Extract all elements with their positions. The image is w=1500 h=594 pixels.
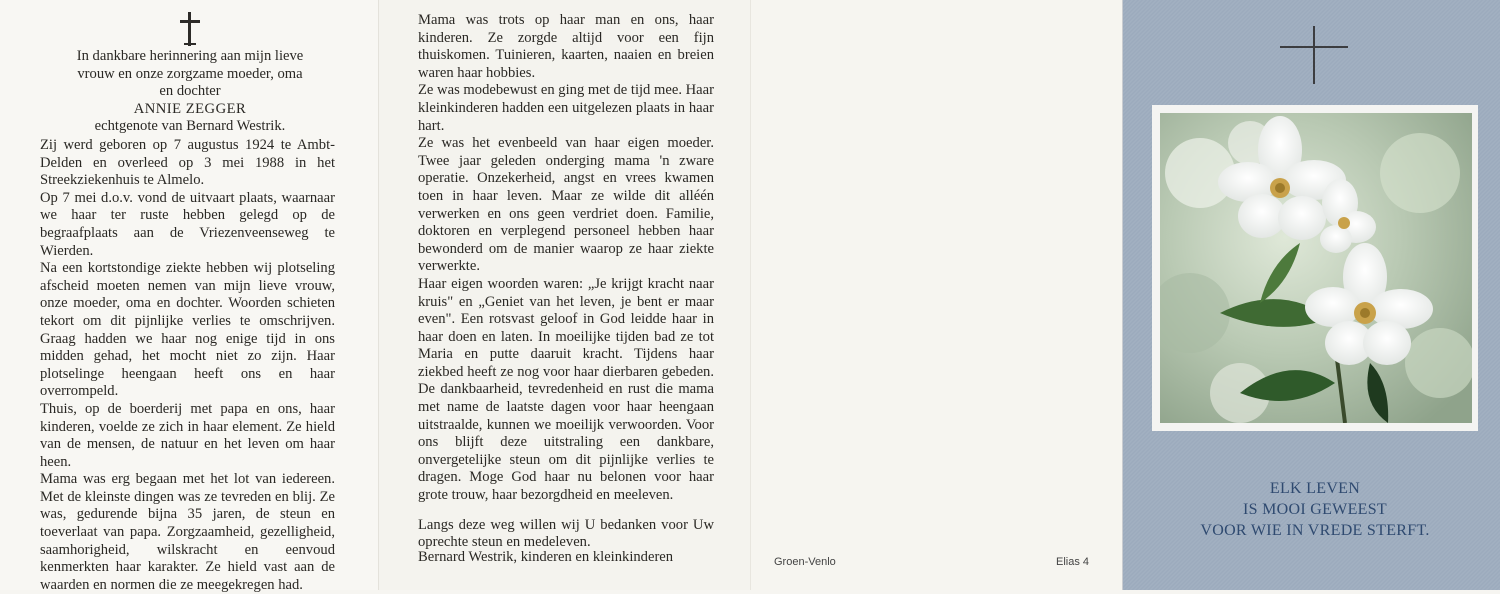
paragraph: Mama was erg begaan met het lot van iedereen. Met de kleinste dingen was ze tevreden en blij. Ze was, gedurende bijna 35 jaren, de steun en toeverlaat van papa. Zorgzaamheid, gezelligheid, saamhorigheid, wilskracht en eenvoud kenmerkten haar karakter. Ze hield vast aan de waarden en normen die ze meegekregen had. (40, 471, 335, 593)
left-body-text (40, 137, 335, 594)
paragraph: Langs deze weg willen wij U bedanken voor Uw oprechte steun en medeleven. (418, 516, 714, 551)
cross-icon (1280, 26, 1348, 84)
cover-motto (1170, 478, 1460, 541)
dedication-line: In dankbare herinnering aan mijn lieve (76, 48, 304, 64)
printer-name: Groen-Venlo (774, 556, 836, 568)
paragraph: Ze was modebewust en ging met de tijd mee. Haar kleinkinderen hadden een uitgelezen plaats in haar hart. (418, 82, 714, 134)
motto-line: IS MOOI GEWEEST (1242, 501, 1388, 518)
back-page (750, 0, 1123, 590)
dedication (40, 48, 340, 136)
middle-body-text (418, 12, 714, 552)
paragraph: Zij werd geboren op 7 augustus 1924 te Ambt-Delden en overleed op 3 mei 1988 in het Streekziekenhuis te Almelo. (40, 137, 335, 189)
paragraph: Na een kortstondige ziekte hebben wij plotseling afscheid moeten nemen van mijn lieve vrouw, onze moeder, oma en dochter. Woorden schieten tekort om dit pijnlijke verlies te omschrijven. Graag hadden we haar nog enige tijd in ons midden gehad, het mocht niet zo zijn. Haar plotselinge heengaan heeft ons en haar overrompeld. (40, 260, 335, 400)
paragraph: Mama was trots op haar man en ons, haar kinderen. Ze zorgde altijd voor een fijn thuiskomen. Tuinieren, kaarten, naaien en breien waren haar hobbies. (418, 12, 714, 81)
dedication-line: vrouw en onze zorgzame moeder, oma (77, 65, 303, 82)
motto-line: ELK LEVEN (1269, 480, 1361, 497)
paragraph: Op 7 mei d.o.v. vond de uitvaart plaats, waarnaar we haar ter ruste hebben gelegd op de begraafplaats aan de Vriezenveenseweg te Wierden. (40, 189, 335, 259)
motto-line: VOOR WIE IN VREDE STERFT. (1200, 522, 1430, 539)
spouse-line: echtgenote van Bernard Westrik. (94, 118, 286, 135)
white-flower-photo (1160, 113, 1472, 423)
paragraph: Ze was het evenbeeld van haar eigen moeder. Twee jaar geleden onderging mama 'n zware operatie. Onzekerheid, angst en vrees kwamen toen in haar leven. Maar ze wilde dit alléén verwerken en ons geen verdriet doen. Familie, doktoren en verplegend personeel hebben haar bewonderd om de manier waarop ze haar ziekte verwerkte. (418, 135, 714, 275)
cross-icon (179, 12, 201, 46)
card-code: Elias 4 (1056, 556, 1090, 568)
paragraph: Haar eigen woorden waren: „Je krijgt kracht naar kruis" en „Geniet van het leven, je bent er maar even". Een rotsvast geloof in God leidde haar in haar doen en laten. In moeilijke tijden bad ze tot Maria en putte daaruit kracht. Tijdens haar ziekbed heeft ze nog voor haar dierbaren gebeden. De dankbaarheid, tevredenheid en rust die mama met name de laatste dagen voor haar heengaan uitstraalde, kunnen we moeilijk verwoorden. Voor ons blijft deze uitstraling een dankbare, onvergetelijke steun om dit pijnlijke verlies te dragen. Moge God haar nu belonen voor haar grote trouw, haar bezorgdheid en meeleven. (418, 275, 714, 504)
deceased-name: ANNIE ZEGGER (133, 100, 247, 117)
dedication-line: en dochter (159, 83, 221, 100)
paragraph: Thuis, op de boerderij met papa en ons, haar kinderen, voelde ze zich in haar element. Ze hield van de mensen, de natuur en het leven om haar heen. (40, 400, 335, 470)
signature: Bernard Westrik, kinderen en kleinkinderen (418, 549, 674, 565)
